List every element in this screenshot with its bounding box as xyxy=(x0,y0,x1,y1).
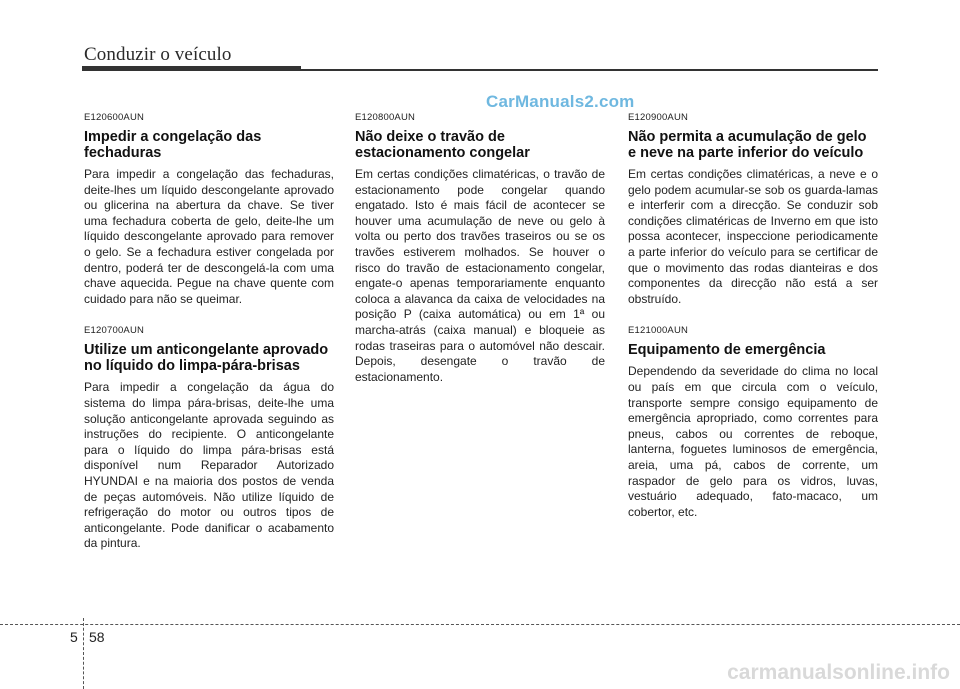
section-emergency-equipment xyxy=(628,325,878,520)
section-body: Dependendo da severidade do clima no local ou país em que circula com o veículo, transporte sempre consigo equipamento de emergência apropriado, como correntes para pneus, cabos ou correntes de reboque, lanterna, foguetes luminosos de emergência, areia, uma pá, cabos de corrente, um raspador de gelo para os vidros, luvas, vestuário adequado, fato-macaco, um cobertor, etc. xyxy=(628,364,878,519)
section-heading: Equipamento de emergência xyxy=(628,342,826,359)
column-1 xyxy=(84,112,334,570)
section-lock-freezing xyxy=(84,112,334,307)
footer-dashed-rule xyxy=(0,624,960,625)
section-code: E120700AUN xyxy=(84,325,145,337)
column-2 xyxy=(355,112,605,403)
section-undercarriage-ice xyxy=(628,112,878,307)
page-number: 58 xyxy=(89,629,105,645)
section-body: Em certas condições climatéricas, a neve e o gelo podem acumular-se sob os guarda-lamas e interferir com a direcção. Se conduzir sob condições climatéricas de Inverno em que isto possa acontecer, inspeccione periodicamente a parte inferior do veículo para se certificar de que o movimento das rodas dianteiras e dos componentes da direcção não está a ser obstruído. xyxy=(628,167,878,306)
page-header-title: Conduzir o veículo xyxy=(84,44,232,65)
header-rule-thick xyxy=(82,66,301,71)
header-rule-thin xyxy=(301,69,878,71)
column-3 xyxy=(628,112,878,538)
section-code: E120800AUN xyxy=(355,112,416,123)
section-heading: Impedir a congelação das fechaduras xyxy=(84,129,262,161)
section-body: Em certas condições climatéricas, o travão de estacionamento pode congelar quando engatado. Isto é mais fácil de acontecer se houver uma acumulação de neve ou gelo à volta ou perto dos travões traseiros ou se os travões estiverem molhados. Se houver o risco do travão de estacionamento congelar, engate-o apenas temporariamente enquanto coloca a alavanca da caixa de velocidades na posição P (caixa automática) ou em 1ª ou marcha-atrás (caixa manual) e bloqueie as rodas traseiras para o automóvel não descair. Depois, desengate o travão de estacionamento. xyxy=(355,167,605,384)
page-chapter-number: 5 xyxy=(70,629,78,645)
section-code: E120600AUN xyxy=(84,112,145,123)
section-heading: Não deixe o travão de estacionamento congelar xyxy=(355,129,530,161)
section-heading: Utilize um anticongelante aprovado no líquido do limpa-pára-brisas xyxy=(84,342,329,375)
watermark-bottom: carmanualsonline.info xyxy=(727,661,950,684)
section-parking-brake xyxy=(355,112,605,385)
section-body: Para impedir a congelação das fechaduras, deite-lhes um líquido descongelante aprovado ou glicerina na abertura da chave. Se tiver uma fechadura coberta de gelo, deite-lhe um líquido descongelante aprovado para remover o gelo. Se a fechadura estiver congelada por dentro, poderá ter de descongelá-la com uma chave aquecida. Pegue na chave quente com cuidado para não se queimar. xyxy=(84,167,334,306)
section-washer-antifreeze xyxy=(84,325,334,552)
watermark-top: CarManuals2.com xyxy=(486,92,635,111)
section-heading: Não permita a acumulação de gelo e neve na parte inferior do veículo xyxy=(628,129,867,161)
footer-vertical-dashed-rule xyxy=(83,618,84,689)
section-body: Para impedir a congelação da água do sistema do limpa pára-brisas, deite-lhe uma solução anticongelante aprovada seguindo as instruções do recipiente. O anticongelante para o líquido do limpa pára-brisas está disponível num Reparador Autorizado HYUNDAI e na maioria dos postos de venda de peças automóveis. Não utilize líquido de refrigeração do motor ou outros tipos de anticongelante. Pode danificar o acabamento da pintura. xyxy=(84,380,334,551)
section-code: E121000AUN xyxy=(628,325,689,337)
section-code: E120900AUN xyxy=(628,112,689,123)
